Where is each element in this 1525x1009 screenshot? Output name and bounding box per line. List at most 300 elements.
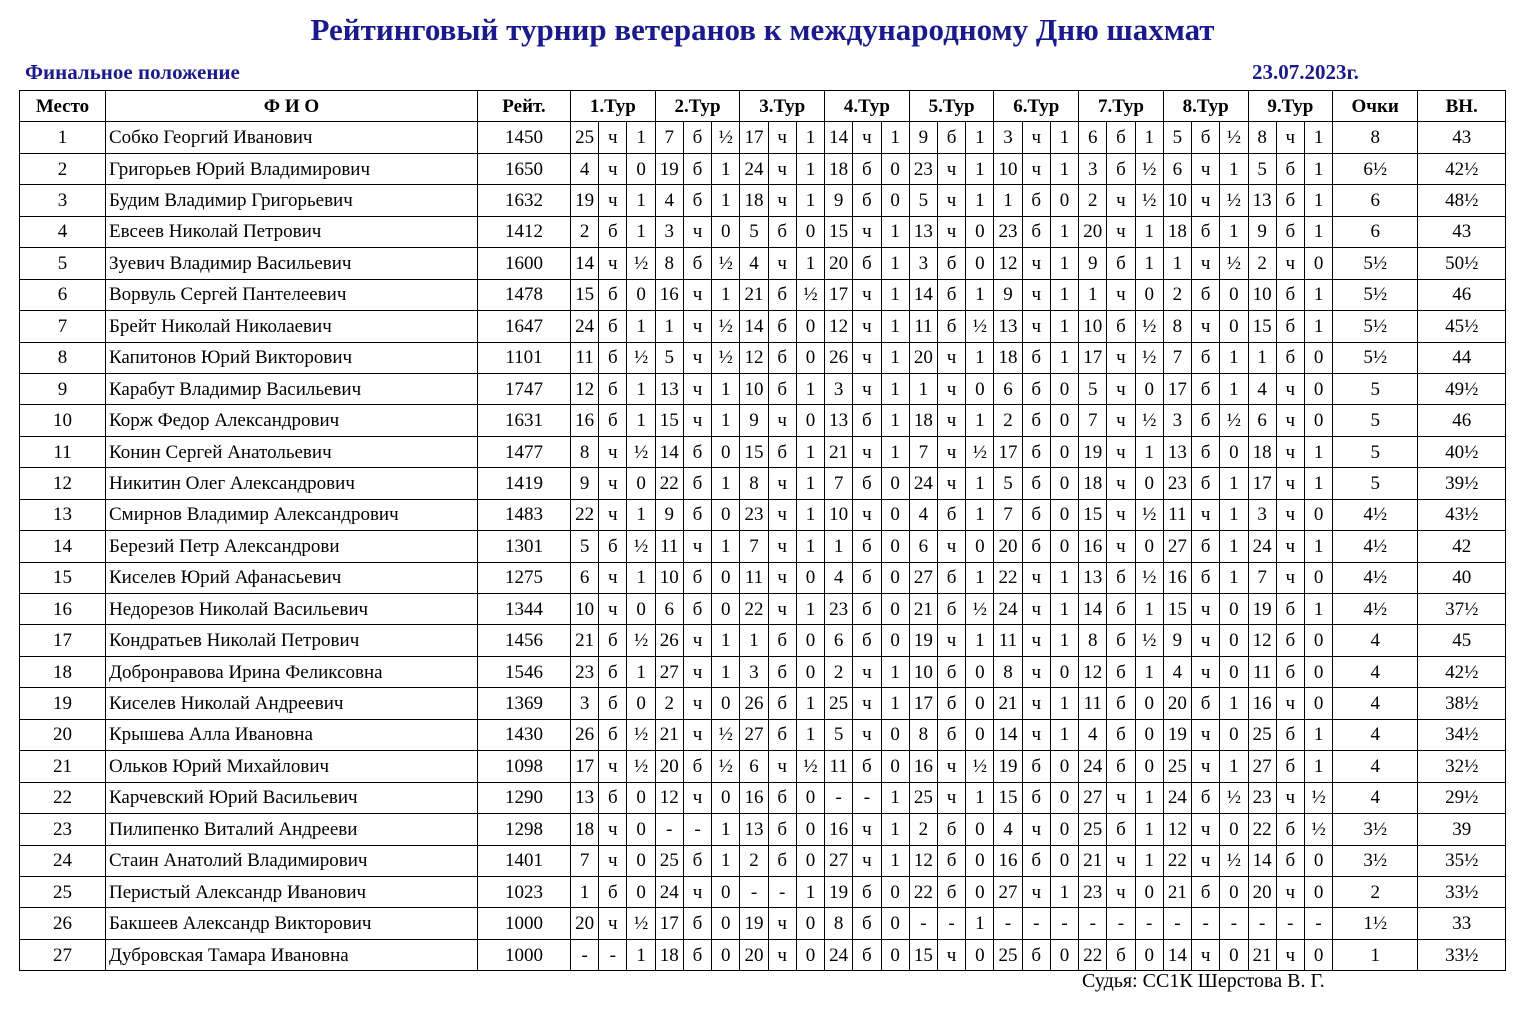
round-7-opponent-cell: 19 [1079,436,1107,467]
round-2-result-cell: 1 [712,279,740,310]
table-row [20,342,1506,373]
round-1-result-cell: 1 [627,122,655,153]
round-2-opponent-cell: 26 [655,625,683,656]
round-9-color-cell: ч [1276,405,1304,436]
round-3-result-cell: 1 [796,248,824,279]
round-6-color-cell: ч [1022,719,1050,750]
round-3-opponent-cell: 18 [740,185,768,216]
header-round-1: 1.Тур [571,91,656,122]
round-8-result-cell: 0 [1220,814,1248,845]
round-6-opponent-cell: 17 [994,436,1022,467]
round-8-result-cell: ½ [1220,185,1248,216]
standings-table [19,90,1506,971]
round-6-result-cell: 0 [1050,845,1078,876]
round-8-opponent-cell: - [1163,908,1191,939]
round-6-color-cell: б [1022,468,1050,499]
round-2-result-cell: 1 [712,814,740,845]
round-2-result-cell: 1 [712,845,740,876]
player-name-cell: Карчевский Юрий Васильевич [106,782,478,813]
player-name-cell: Капитонов Юрий Викторович [106,342,478,373]
round-3-result-cell: ½ [796,751,824,782]
round-4-color-cell: ч [853,719,881,750]
round-3-color-cell: б [768,656,796,687]
round-5-result-cell: 0 [966,373,994,404]
round-1-color-cell: ч [599,153,627,184]
round-9-result-cell: 1 [1304,311,1332,342]
round-4-color-cell: б [853,405,881,436]
round-7-color-cell: ч [1107,436,1135,467]
round-7-result-cell: 1 [1135,656,1163,687]
tiebreak-cell: 38½ [1418,688,1506,719]
round-9-opponent-cell: 7 [1248,562,1276,593]
round-7-opponent-cell: 23 [1079,876,1107,907]
round-3-result-cell: 1 [796,185,824,216]
round-8-result-cell: 0 [1220,625,1248,656]
round-5-opponent-cell: 17 [909,688,937,719]
round-1-result-cell: ½ [627,531,655,562]
rating-cell: 1546 [478,656,571,687]
table-row [20,216,1506,247]
round-3-result-cell: 1 [796,688,824,719]
round-4-opponent-cell: 10 [825,499,853,530]
round-6-opponent-cell: 22 [994,562,1022,593]
round-4-color-cell: б [853,908,881,939]
tiebreak-cell: 45½ [1418,311,1506,342]
round-9-opponent-cell: 16 [1248,688,1276,719]
round-2-result-cell: 1 [712,373,740,404]
round-3-color-cell: б [768,845,796,876]
round-4-color-cell: б [853,594,881,625]
round-7-color-cell: ч [1107,405,1135,436]
round-5-color-cell: б [937,719,965,750]
round-9-result-cell: 1 [1304,122,1332,153]
round-5-result-cell: ½ [966,311,994,342]
table-row [20,939,1506,970]
player-name-cell: Березий Петр Александрови [106,531,478,562]
round-4-color-cell: ч [853,311,881,342]
round-2-color-cell: ч [683,373,711,404]
round-9-opponent-cell: 4 [1248,373,1276,404]
round-1-result-cell: 0 [627,782,655,813]
place-cell: 9 [20,373,106,404]
round-9-color-cell: ч [1276,248,1304,279]
round-5-color-cell: б [937,594,965,625]
round-7-color-cell: б [1107,688,1135,719]
round-2-color-cell: ч [683,656,711,687]
points-cell: 4 [1333,751,1418,782]
tournament-date: 23.07.2023г. [1252,60,1359,84]
round-1-result-cell: 0 [627,279,655,310]
round-9-result-cell: 1 [1304,719,1332,750]
rating-cell: 1600 [478,248,571,279]
table-row [20,719,1506,750]
round-5-opponent-cell: 23 [909,153,937,184]
round-3-result-cell: 0 [796,562,824,593]
round-9-color-cell: ч [1276,122,1304,153]
table-row [20,436,1506,467]
round-2-opponent-cell: - [655,814,683,845]
round-9-opponent-cell: 6 [1248,405,1276,436]
round-9-color-cell: ч [1276,688,1304,719]
round-7-result-cell: ½ [1135,405,1163,436]
round-8-color-cell: б [1192,562,1220,593]
round-8-color-cell: ч [1192,594,1220,625]
place-cell: 8 [20,342,106,373]
round-5-color-cell: ч [937,405,965,436]
points-cell: 4½ [1333,562,1418,593]
round-4-result-cell: 1 [881,311,909,342]
round-2-color-cell: б [683,122,711,153]
round-3-color-cell: ч [768,594,796,625]
round-4-result-cell: 1 [881,122,909,153]
rating-cell: 1450 [478,122,571,153]
round-6-opponent-cell: 20 [994,531,1022,562]
round-2-color-cell: б [683,594,711,625]
points-cell: 6 [1333,185,1418,216]
round-8-result-cell: 1 [1220,216,1248,247]
header-place: Место [20,91,106,122]
round-3-opponent-cell: 15 [740,436,768,467]
points-cell: 4½ [1333,594,1418,625]
round-4-opponent-cell: 7 [825,468,853,499]
round-4-result-cell: 1 [881,248,909,279]
round-9-result-cell: 0 [1304,499,1332,530]
round-1-opponent-cell: 5 [571,531,599,562]
round-7-color-cell: ч [1107,185,1135,216]
table-row [20,499,1506,530]
round-2-result-cell: ½ [712,122,740,153]
round-2-result-cell: 0 [712,688,740,719]
round-8-color-cell: ч [1192,625,1220,656]
round-4-opponent-cell: 3 [825,373,853,404]
round-6-opponent-cell: 18 [994,342,1022,373]
player-name-cell: Евсеев Николай Петрович [106,216,478,247]
round-6-color-cell: ч [1022,122,1050,153]
header-round-8: 8.Тур [1163,91,1248,122]
table-row [20,594,1506,625]
round-6-opponent-cell: 10 [994,153,1022,184]
round-4-opponent-cell: 4 [825,562,853,593]
round-4-color-cell: ч [853,688,881,719]
round-9-result-cell: 1 [1304,216,1332,247]
round-2-opponent-cell: 7 [655,122,683,153]
player-name-cell: Крышева Алла Ивановна [106,719,478,750]
round-7-opponent-cell: 8 [1079,625,1107,656]
round-6-opponent-cell: 27 [994,876,1022,907]
round-5-color-cell: б [937,248,965,279]
round-9-opponent-cell: 8 [1248,122,1276,153]
round-8-result-cell: 1 [1220,499,1248,530]
rating-cell: 1419 [478,468,571,499]
round-1-result-cell: 0 [627,876,655,907]
round-7-color-cell: б [1107,719,1135,750]
round-1-color-cell: б [599,311,627,342]
round-2-result-cell: 1 [712,185,740,216]
round-8-result-cell: 1 [1220,153,1248,184]
round-6-opponent-cell: 3 [994,122,1022,153]
rating-cell: 1000 [478,908,571,939]
round-3-result-cell: 0 [796,782,824,813]
round-6-color-cell: ч [1022,688,1050,719]
round-3-color-cell: б [768,373,796,404]
round-3-opponent-cell: 27 [740,719,768,750]
round-6-color-cell: ч [1022,153,1050,184]
round-1-result-cell: ½ [627,719,655,750]
round-9-result-cell: 0 [1304,688,1332,719]
round-4-color-cell: б [853,625,881,656]
round-1-result-cell: 0 [627,153,655,184]
round-5-opponent-cell: 22 [909,876,937,907]
round-5-color-cell: ч [937,185,965,216]
tiebreak-cell: 33 [1418,908,1506,939]
round-1-result-cell: 1 [627,373,655,404]
round-1-color-cell: ч [599,122,627,153]
round-6-opponent-cell: 6 [994,373,1022,404]
round-6-color-cell: ч [1022,625,1050,656]
header-round-3: 3.Тур [740,91,825,122]
round-7-opponent-cell: 1 [1079,279,1107,310]
round-6-opponent-cell: 2 [994,405,1022,436]
round-5-opponent-cell: 14 [909,279,937,310]
points-cell: 5½ [1333,342,1418,373]
round-6-color-cell: б [1022,751,1050,782]
round-6-result-cell: 0 [1050,531,1078,562]
round-6-color-cell: ч [1022,814,1050,845]
round-3-result-cell: ½ [796,279,824,310]
round-5-color-cell: ч [937,153,965,184]
round-6-color-cell: б [1022,405,1050,436]
round-7-opponent-cell: 6 [1079,122,1107,153]
round-7-result-cell: ½ [1135,499,1163,530]
place-cell: 15 [20,562,106,593]
round-1-opponent-cell: 25 [571,122,599,153]
round-4-opponent-cell: 9 [825,185,853,216]
round-1-opponent-cell: 26 [571,719,599,750]
round-8-color-cell: - [1192,908,1220,939]
rating-cell: 1369 [478,688,571,719]
round-1-result-cell: 1 [627,185,655,216]
round-5-color-cell: б [937,499,965,530]
round-6-color-cell: ч [1022,248,1050,279]
round-1-opponent-cell: 24 [571,311,599,342]
round-4-result-cell: 0 [881,876,909,907]
round-4-result-cell: 1 [881,342,909,373]
round-6-color-cell: б [1022,216,1050,247]
round-1-result-cell: 1 [627,562,655,593]
round-2-color-cell: б [683,153,711,184]
round-2-opponent-cell: 3 [655,216,683,247]
round-5-opponent-cell: 4 [909,499,937,530]
round-4-color-cell: ч [853,436,881,467]
table-row [20,122,1506,153]
round-5-opponent-cell: 7 [909,436,937,467]
round-9-color-cell: б [1276,656,1304,687]
rating-cell: 1000 [478,939,571,970]
round-4-result-cell: 0 [881,719,909,750]
round-9-color-cell: - [1276,908,1304,939]
round-8-result-cell: ½ [1220,782,1248,813]
table-row [20,279,1506,310]
round-6-result-cell: 0 [1050,185,1078,216]
round-5-color-cell: б [937,279,965,310]
round-9-opponent-cell: 3 [1248,499,1276,530]
round-3-opponent-cell: 17 [740,122,768,153]
round-5-opponent-cell: 10 [909,656,937,687]
round-1-opponent-cell: 19 [571,185,599,216]
round-9-color-cell: б [1276,153,1304,184]
round-8-opponent-cell: 17 [1163,373,1191,404]
round-4-color-cell: ч [853,814,881,845]
round-3-color-cell: ч [768,751,796,782]
round-4-result-cell: 0 [881,562,909,593]
round-9-opponent-cell: 21 [1248,939,1276,970]
round-7-color-cell: ч [1107,876,1135,907]
round-3-result-cell: 0 [796,405,824,436]
round-1-color-cell: б [599,216,627,247]
points-cell: 4 [1333,719,1418,750]
round-6-opponent-cell: 24 [994,594,1022,625]
round-5-result-cell: 1 [966,405,994,436]
round-4-opponent-cell: 13 [825,405,853,436]
round-7-color-cell: б [1107,594,1135,625]
round-1-color-cell: б [599,625,627,656]
round-6-result-cell: 1 [1050,342,1078,373]
player-name-cell: Ворвуль Сергей Пантелеевич [106,279,478,310]
round-5-color-cell: б [937,688,965,719]
tiebreak-cell: 35½ [1418,845,1506,876]
round-5-color-cell: ч [937,373,965,404]
round-4-opponent-cell: 26 [825,342,853,373]
round-1-color-cell: б [599,342,627,373]
round-2-result-cell: 0 [712,594,740,625]
round-6-opponent-cell: 8 [994,656,1022,687]
round-2-result-cell: 1 [712,153,740,184]
round-7-result-cell: 0 [1135,279,1163,310]
round-7-opponent-cell: 18 [1079,468,1107,499]
round-9-result-cell: 1 [1304,153,1332,184]
round-4-result-cell: 1 [881,436,909,467]
round-2-result-cell: 0 [712,216,740,247]
round-9-result-cell: - [1304,908,1332,939]
round-6-result-cell: 1 [1050,153,1078,184]
round-2-opponent-cell: 18 [655,939,683,970]
round-1-opponent-cell: 6 [571,562,599,593]
round-6-opponent-cell: 9 [994,279,1022,310]
round-8-result-cell: 0 [1220,876,1248,907]
round-7-opponent-cell: 2 [1079,185,1107,216]
rating-cell: 1412 [478,216,571,247]
points-cell: 4 [1333,782,1418,813]
round-7-color-cell: ч [1107,782,1135,813]
round-3-color-cell: - [768,876,796,907]
round-3-color-cell: ч [768,562,796,593]
round-7-result-cell: 0 [1135,468,1163,499]
round-1-opponent-cell: 23 [571,656,599,687]
round-2-color-cell: б [683,908,711,939]
round-4-opponent-cell: 18 [825,153,853,184]
round-2-color-cell: б [683,468,711,499]
round-1-result-cell: ½ [627,342,655,373]
points-cell: 3½ [1333,814,1418,845]
round-1-result-cell: ½ [627,248,655,279]
round-2-opponent-cell: 12 [655,782,683,813]
round-7-color-cell: б [1107,562,1135,593]
player-name-cell: Бакшеев Александр Викторович [106,908,478,939]
tiebreak-cell: 44 [1418,342,1506,373]
player-name-cell: Смирнов Владимир Александрович [106,499,478,530]
round-3-result-cell: 0 [796,216,824,247]
player-name-cell: Никитин Олег Александрович [106,468,478,499]
round-6-result-cell: 1 [1050,562,1078,593]
round-9-color-cell: б [1276,185,1304,216]
round-6-result-cell: 0 [1050,436,1078,467]
round-8-opponent-cell: 19 [1163,719,1191,750]
round-8-result-cell: ½ [1220,122,1248,153]
round-9-color-cell: б [1276,311,1304,342]
round-8-color-cell: б [1192,531,1220,562]
round-6-color-cell: ч [1022,656,1050,687]
round-8-color-cell: ч [1192,939,1220,970]
round-2-color-cell: б [683,436,711,467]
place-cell: 7 [20,311,106,342]
round-2-color-cell: ч [683,405,711,436]
round-3-color-cell: ч [768,248,796,279]
place-cell: 25 [20,876,106,907]
round-2-opponent-cell: 2 [655,688,683,719]
round-2-opponent-cell: 14 [655,436,683,467]
round-8-color-cell: ч [1192,499,1220,530]
round-6-color-cell: ч [1022,279,1050,310]
header-tiebreak: ВН. [1418,91,1506,122]
round-9-result-cell: 0 [1304,373,1332,404]
table-row [20,311,1506,342]
place-cell: 16 [20,594,106,625]
round-8-color-cell: ч [1192,248,1220,279]
round-9-color-cell: ч [1276,468,1304,499]
round-5-color-cell: ч [937,625,965,656]
round-3-opponent-cell: 9 [740,405,768,436]
round-8-opponent-cell: 16 [1163,562,1191,593]
rating-cell: 1650 [478,153,571,184]
round-4-result-cell: 1 [881,782,909,813]
round-1-result-cell: ½ [627,751,655,782]
round-6-color-cell: б [1022,185,1050,216]
round-9-opponent-cell: 15 [1248,311,1276,342]
round-3-result-cell: 0 [796,625,824,656]
round-8-result-cell: 1 [1220,751,1248,782]
round-6-result-cell: 1 [1050,216,1078,247]
round-9-color-cell: б [1276,279,1304,310]
round-7-result-cell: ½ [1135,311,1163,342]
round-5-result-cell: 0 [966,719,994,750]
round-7-result-cell: 0 [1135,373,1163,404]
round-1-color-cell: б [599,688,627,719]
round-8-result-cell: 0 [1220,656,1248,687]
round-3-color-cell: ч [768,499,796,530]
round-9-result-cell: 0 [1304,405,1332,436]
round-2-color-cell: б [683,499,711,530]
round-2-result-cell: 0 [712,939,740,970]
round-1-opponent-cell: 14 [571,248,599,279]
round-5-color-cell: ч [937,436,965,467]
round-9-opponent-cell: 5 [1248,153,1276,184]
round-3-result-cell: 0 [796,656,824,687]
round-7-result-cell: 0 [1135,719,1163,750]
round-9-result-cell: 0 [1304,625,1332,656]
round-9-result-cell: 1 [1304,751,1332,782]
round-1-color-cell: ч [599,594,627,625]
round-6-result-cell: 0 [1050,468,1078,499]
